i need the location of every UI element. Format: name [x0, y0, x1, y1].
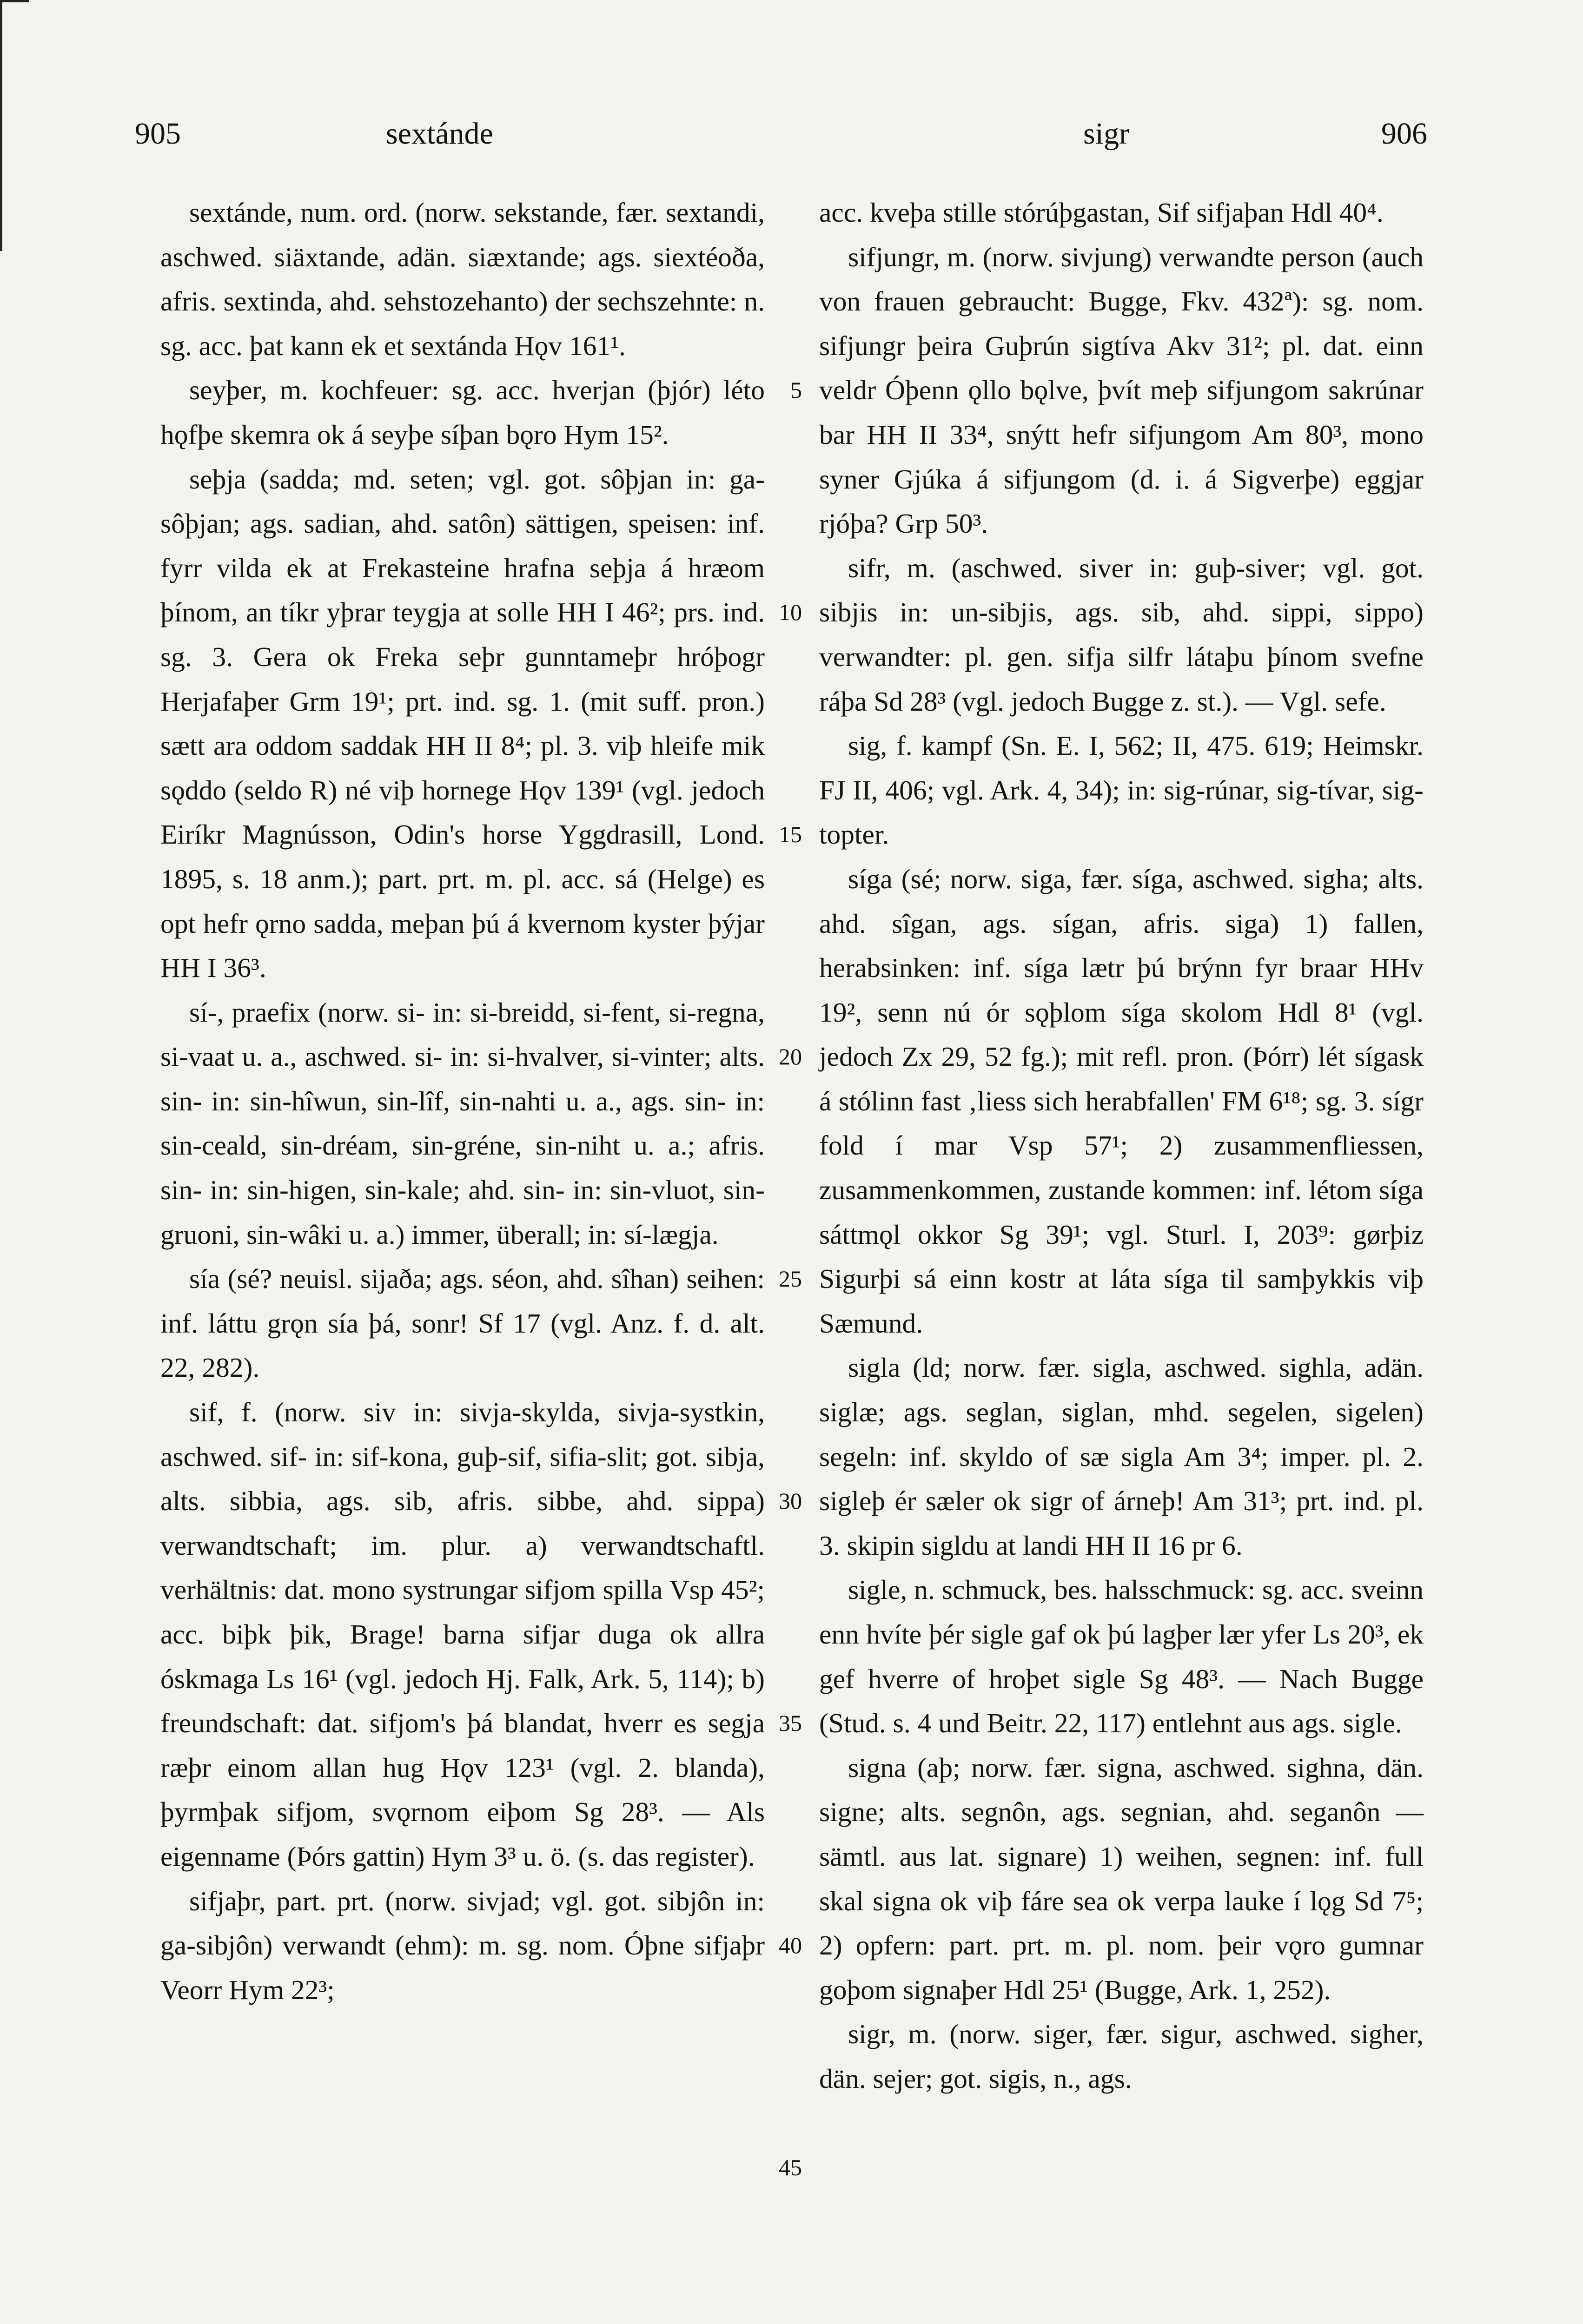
- line-number: 20: [779, 1043, 802, 1070]
- entry-sethja: seþja (sadda; md. seten; vgl. got. sôþjan in: ga-sôþjan; ags. sadian, ahd. satôn) sättigen, speisen: inf. fyrr vilda ek at Frekasteine hrafna seþja á hræom þínom, an tíkr yþrar teygja at solle HH I 46²; prs. ind. sg. 3. Gera ok Freka seþr gunntameþr hróþogr Herjafaþer Grm 19¹; prt. ind. sg. 1. (mit suff. pron.) sætt ara oddom saddak HH II 8⁴; pl. 3. viþ hleife mik sǫddo (seldo R) né viþ hornege Hǫv 139¹ (vgl. jedoch Eiríkr Magnússon, Odin's horse Yggdrasill, Lond. 1895, s. 18 anm.); part. prt. m. pl. acc. sá (Helge) es opt hefr ǫrno sadda, meþan þú á kvernom kyster þýjar HH I 36³.: [160, 463, 765, 984]
- entry-sextande: sextánde, num. ord. (norw. sekstande, fær. sextandi, aschwed. siäxtande, adän. siæxtande; ags. siextéoða, afris. sextinda, ahd. sehstozehanto) der sechszehnte: n. sg. acc. þat kann ek et sextánda Hǫv 161¹.: [160, 197, 765, 361]
- entry-sig: sig, f. kampf (Sn. E. I, 562; II, 475. 619; Heimskr. FJ II, 406; vgl. Ark. 4, 34); in: sig-rúnar, sig-tívar, sig-topter.: [819, 730, 1424, 850]
- running-header: [135, 116, 1427, 163]
- right-page-number: 906: [1381, 117, 1427, 151]
- entry-sigla: sigla (ld; norw. fær. sigla, aschwed. sighla, adän. siglæ; ags. seglan, siglan, mhd. segelen, sigelen) segeln: inf. skyldo of sæ sigla Am 3⁴; imper. pl. 2. sigleþ ér sæler ok sigr of árneþ! Am 31³; prt. ind. pl. 3. skipin sigldu at landi HH II 16 pr 6.: [819, 1352, 1424, 1561]
- line-number: 40: [779, 1932, 802, 1958]
- entry-sigr: sigr, m. (norw. siger, fær. sigur, aschwed. sigher, dän. sejer; got. sigis, n., ags.: [819, 2019, 1424, 2094]
- right-running-head: sigr: [1083, 117, 1129, 151]
- line-number: 35: [779, 1710, 802, 1736]
- line-number: 10: [779, 599, 802, 625]
- entry-sifjungr: sifjungr, m. (norw. sivjung) verwandte person (auch von frauen gebraucht: Bugge, Fkv. 432ª): sg. nom. sifjungr þeira Guþrún sigtíva Akv 31²; pl. dat. einn veldr Óþenn ǫllo bǫlve, þvít meþ sifjungom sakrúnar bar HH II 33⁴, snýtt hefr sifjungom Am 80³, mono syner Gjúka á sifjungom (d. i. á Sigverþe) eggjar rjóþa? Grp 50³.: [819, 241, 1424, 539]
- scan-edge-tick: [0, 0, 29, 2]
- left-running-head: sextánde: [386, 117, 493, 151]
- entry-sifjathr: sifjaþr, part. prt. (norw. sivjad; vgl. got. sibjôn in: ga-sibjôn) verwandt (ehm): m. sg. nom. Óþne sifjaþr Veorr Hym 22³;: [160, 1885, 765, 2005]
- line-number: 45: [779, 2154, 802, 2180]
- entry-sia: sía (sé? neuisl. sijaða; ags. séon, ahd. sîhan) seihen: inf. láttu grǫn sía þá, sonr! Sf 17 (vgl. Anz. f. d. alt. 22, 282).: [160, 1263, 765, 1383]
- entry-siga: síga (sé; norw. siga, fær. síga, aschwed. sigha; alts. ahd. sîgan, ags. sígan, afris. siga) 1) fallen, herabsinken: inf. síga lætr þú brýnn fyr braar HHv 19², senn nú ór sǫþlom síga skolom Hdl 8¹ (vgl. jedoch Zx 29, 52 fg.); mit refl. pron. (Þórr) lét sígask á stólinn fast ‚liess sich herabfallen' FM 6¹⁸; sg. 3. sígr fold í mar Vsp 57¹; 2) zusammenfliessen, zusammenkommen, zustande kommen: inf. létom síga sáttmǫl okkor Sg 39¹; vgl. Sturl. I, 203⁹: gørþiz Sigurþi sá einn kostr at láta síga til samþykkis viþ Sæmund.: [819, 863, 1424, 1339]
- entry-sigle: sigle, n. schmuck, bes. halsschmuck: sg. acc. sveinn enn hvíte þér sigle gaf ok þú lagþer lær yfer Ls 20³, ek gef hverre of hroþet sigle Sg 48³. — Nach Bugge (Stud. s. 4 und Beitr. 22, 117) entlehnt aus ags. sigle.: [819, 1574, 1424, 1739]
- line-number: 15: [779, 821, 802, 847]
- entry-seyther: seyþer, m. kochfeuer: sg. acc. hverjan (þjór) léto hǫfþe skemra ok á seyþe síþan bǫro Hym 15².: [160, 375, 765, 450]
- entry-sifr: sifr, m. (aschwed. siver in: guþ-siver; vgl. got. sibjis in: un-sibjis, ags. sib, ahd. sippi, sippo) verwandter: pl. gen. sifja silfr látaþu þínom svefne ráþa Sd 28³ (vgl. jedoch Bugge z. st.). — Vgl. sefe.: [819, 552, 1424, 717]
- line-number: 25: [779, 1266, 802, 1292]
- scan-edge-line: [0, 0, 2, 251]
- entry-sif-continued: acc. kveþa stille stórúþgastan, Sif sifjaþan Hdl 40⁴.: [819, 197, 1384, 228]
- line-number: 30: [779, 1488, 802, 1514]
- right-column: [819, 191, 1424, 2101]
- left-page-number: 905: [135, 117, 181, 151]
- entry-signa: signa (aþ; norw. fær. signa, aschwed. sighna, dän. signe; alts. segnôn, ags. segnian, ahd. seganôn — sämtl. aus lat. signare) 1) weihen, segnen: inf. full skal signa ok viþ fáre sea ok verpa lauke í lǫg Sd 7⁵; 2) opfern: part. prt. m. pl. nom. þeir vǫro gumnar goþom signaþer Hdl 25¹ (Bugge, Ark. 1, 252).: [819, 1752, 1424, 2005]
- left-column: [160, 191, 765, 2012]
- entry-sif: sif, f. (norw. siv in: sivja-skylda, sivja-systkin, aschwed. sif- in: sif-kona, guþ-sif, sifia-slit; got. sibja, alts. sibbia, ags. sib, afris. sibbe, ahd. sippa) verwandtschaft; im. plur. a) verwandtschaftl. verhältnis: dat. mono systrungar sifjom spilla Vsp 45²; acc. biþk þik, Brage! barna sifjar duga ok allra óskmaga Ls 16¹ (vgl. jedoch Hj. Falk, Ark. 5, 114); b) freundschaft: dat. sifjom's þá blandat, hverr es segja ræþr einom allan hug Hǫv 123¹ (vgl. 2. blanda), þyrmþak sifjom, svǫrnom eiþom Sg 28³. — Als eigenname (Þórs gattin) Hym 3³ u. ö. (s. das register).: [160, 1397, 765, 1872]
- line-number: 5: [790, 377, 802, 403]
- entry-si-prefix: sí-, praefix (norw. si- in: si-breidd, si-fent, si-regna, si-vaat u. a., aschwed. si- in: si-hvalver, si-vinter; alts. sin- in: sin-hîwun, sin-lîf, sin-nahti u. a., ags. sin- in: sin-ceald, sin-dréam, sin-gréne, sin-niht u. a.; afris. sin- in: sin-higen, sin-kale; ahd. sin- in: sin-vluot, sin-gruoni, sin-wâki u. a.) immer, überall; in: sí-lægja.: [160, 997, 765, 1250]
